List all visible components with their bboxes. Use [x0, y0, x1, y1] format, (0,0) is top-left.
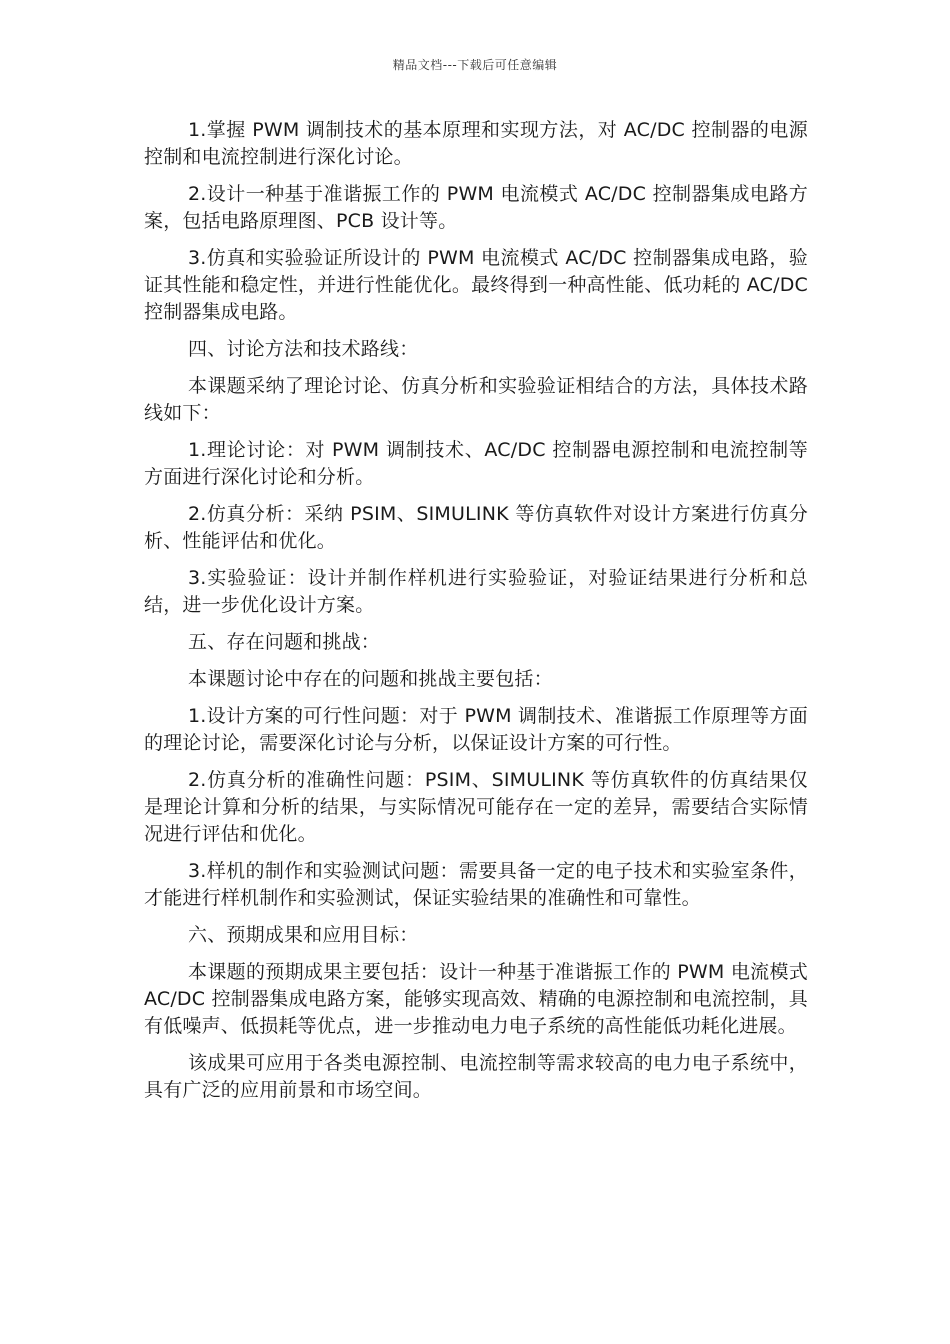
- paragraph-applications: 该成果可应用于各类电源控制、电流控制等需求较高的电力电子系统中，具有广泛的应用前景和市场空间。: [144, 1052, 808, 1101]
- paragraph-challenge-3: 3.样机的制作和实验测试问题：需要具备一定的电子技术和实验室条件，才能进行样机制作和实验测试，保证实验结果的准确性和可靠性。: [144, 860, 808, 909]
- document-body: [144, 117, 808, 1114]
- paragraph-challenge-1: 1.设计方案的可行性问题：对于 PWM 调制技术、准谐振工作原理等方面的理论讨论，需要深化讨论与分析，以保证设计方案的可行性。: [144, 705, 808, 754]
- section-heading-methods: 四、讨论方法和技术路线：: [188, 338, 419, 360]
- paragraph-method-1: 1.理论讨论：对 PWM 调制技术、AC/DC 控制器电源控制和电流控制等方面进行深化讨论和分析。: [144, 439, 808, 488]
- paragraph-outcomes: 本课题的预期成果主要包括：设计一种基于准谐振工作的 PWM 电流模式 AC/DC 控制器集成电路方案，能够实现高效、精确的电源控制和电流控制，具有低噪声、低损耗等优点，进一步推动电力电子系统的高性能低功耗化进展。: [144, 961, 808, 1037]
- paragraph-objective-3: 3.仿真和实验验证所设计的 PWM 电流模式 AC/DC 控制器集成电路，验证其性能和稳定性，并进行性能优化。最终得到一种高性能、低功耗的 AC/DC 控制器集成电路。: [144, 247, 808, 323]
- section-heading-outcomes: 六、预期成果和应用目标：: [188, 924, 419, 946]
- paragraph-method-2: 2.仿真分析：采纳 PSIM、SIMULINK 等仿真软件对设计方案进行仿真分析、性能评估和优化。: [144, 503, 808, 552]
- paragraph-methods-intro: 本课题采纳了理论讨论、仿真分析和实验验证相结合的方法，具体技术路线如下：: [144, 375, 808, 424]
- paragraph-challenge-2: 2.仿真分析的准确性问题：PSIM、SIMULINK 等仿真软件的仿真结果仅是理论计算和分析的结果，与实际情况可能存在一定的差异，需要结合实际情况进行评估和优化。: [144, 769, 808, 845]
- section-heading-challenges: 五、存在问题和挑战：: [188, 631, 381, 653]
- page-header: 精品文档---下载后可任意编辑: [392, 58, 558, 72]
- paragraph-objective-1: 1.掌握 PWM 调制技术的基本原理和实现方法，对 AC/DC 控制器的电源控制和电流控制进行深化讨论。: [144, 119, 808, 168]
- paragraph-method-3: 3.实验验证：设计并制作样机进行实验验证，对验证结果进行分析和总结，进一步优化设计方案。: [144, 567, 808, 616]
- paragraph-challenges-intro: 本课题讨论中存在的问题和挑战主要包括：: [188, 668, 553, 690]
- paragraph-objective-2: 2.设计一种基于准谐振工作的 PWM 电流模式 AC/DC 控制器集成电路方案，包括电路原理图、PCB 设计等。: [144, 183, 808, 232]
